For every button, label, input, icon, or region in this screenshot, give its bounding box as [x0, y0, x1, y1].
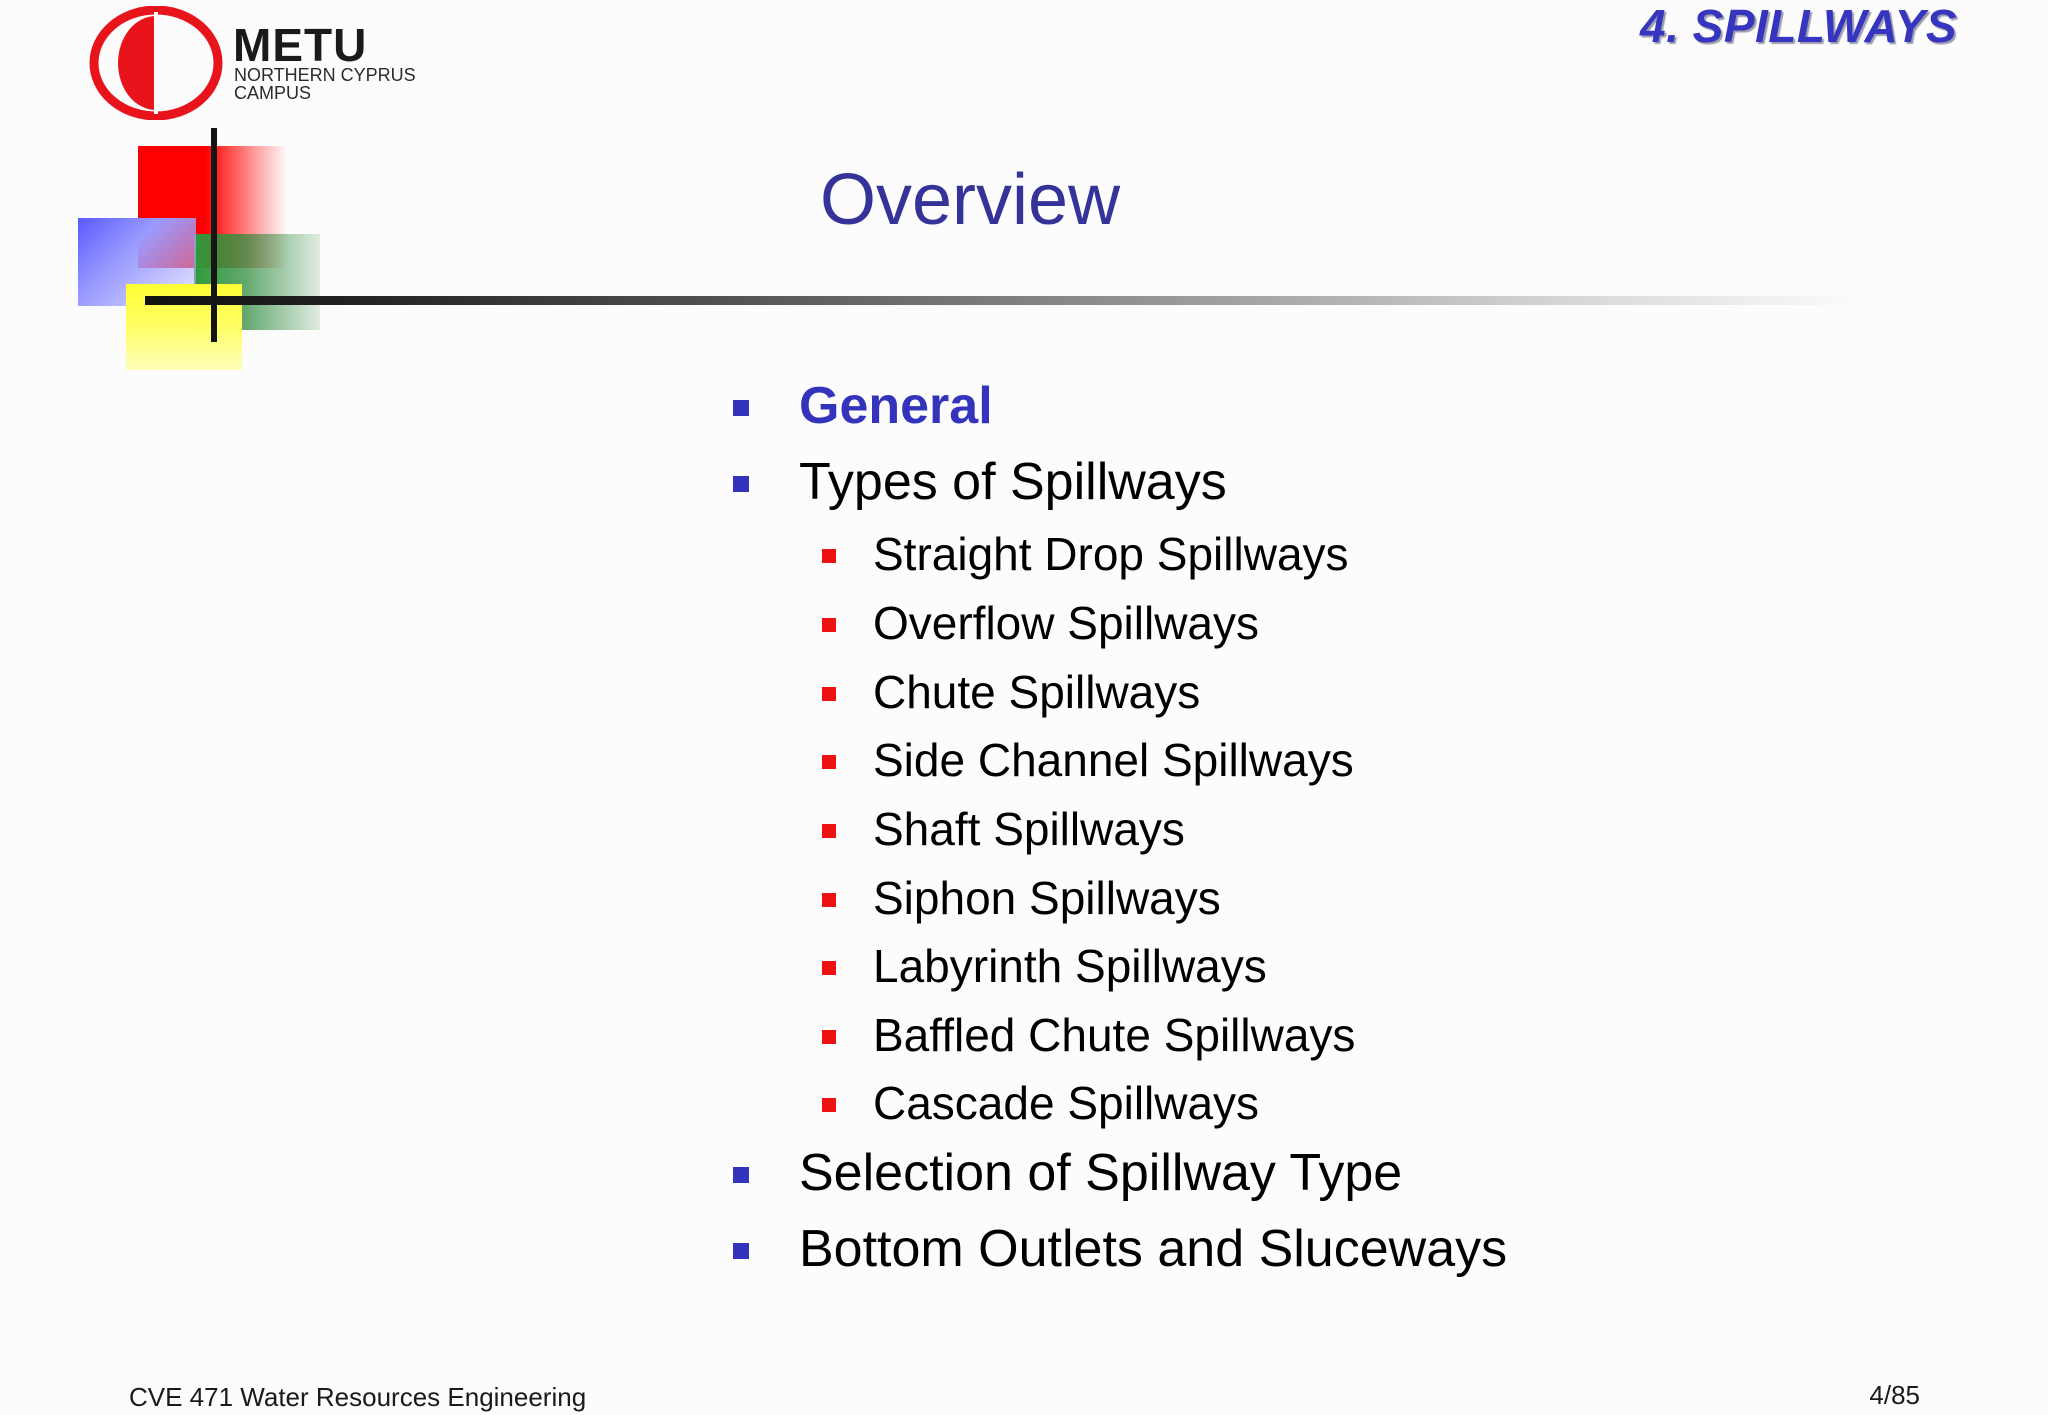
outline-subitem-label: Siphon Spillways — [873, 872, 1221, 924]
outline-subitem-label: Cascade Spillways — [873, 1077, 1260, 1129]
outline-item-label: Selection of Spillway Type — [799, 1144, 1403, 1202]
outline-subitem-label: Overflow Spillways — [873, 597, 1259, 649]
slide-title: Overview — [820, 160, 1121, 240]
logo-name: METU — [233, 19, 368, 71]
square-bullet-icon — [733, 1243, 749, 1259]
outline-subitem-label: Shaft Spillways — [873, 803, 1185, 855]
chapter-heading: 4. SPILLWAYS — [1640, 0, 1957, 52]
logo-subtitle-line2: CAMPUS — [234, 83, 312, 103]
footer-page-number: 4/85 — [1869, 1380, 1920, 1410]
square-bullet-icon — [822, 893, 836, 907]
square-bullet-icon — [733, 1167, 749, 1183]
outline-subitem-label: Baffled Chute Spillways — [873, 1009, 1356, 1061]
square-bullet-icon — [733, 476, 749, 492]
square-bullet-icon — [822, 1030, 836, 1044]
outline-item-label: Types of Spillways — [799, 453, 1227, 511]
outline-subitem-label: Straight Drop Spillways — [873, 528, 1349, 580]
square-bullet-icon — [822, 549, 836, 563]
square-bullet-icon — [822, 618, 836, 632]
square-bullet-icon — [822, 687, 836, 701]
square-bullet-icon — [822, 755, 836, 769]
outline-item-label: General — [799, 377, 993, 435]
outline-subitem-label: Chute Spillways — [873, 666, 1201, 718]
outline-item-label: Bottom Outlets and Sluceways — [799, 1220, 1508, 1278]
square-bullet-icon — [822, 961, 836, 975]
outline-subitem-label: Side Channel Spillways — [873, 734, 1354, 786]
square-bullet-icon — [822, 824, 836, 838]
square-bullet-icon — [733, 400, 749, 416]
logo-subtitle-line1: NORTHERN CYPRUS — [234, 65, 416, 85]
footer-course: CVE 471 Water Resources Engineering — [129, 1382, 587, 1412]
outline-subitem-label: Labyrinth Spillways — [873, 940, 1267, 992]
square-bullet-icon — [822, 1098, 836, 1112]
